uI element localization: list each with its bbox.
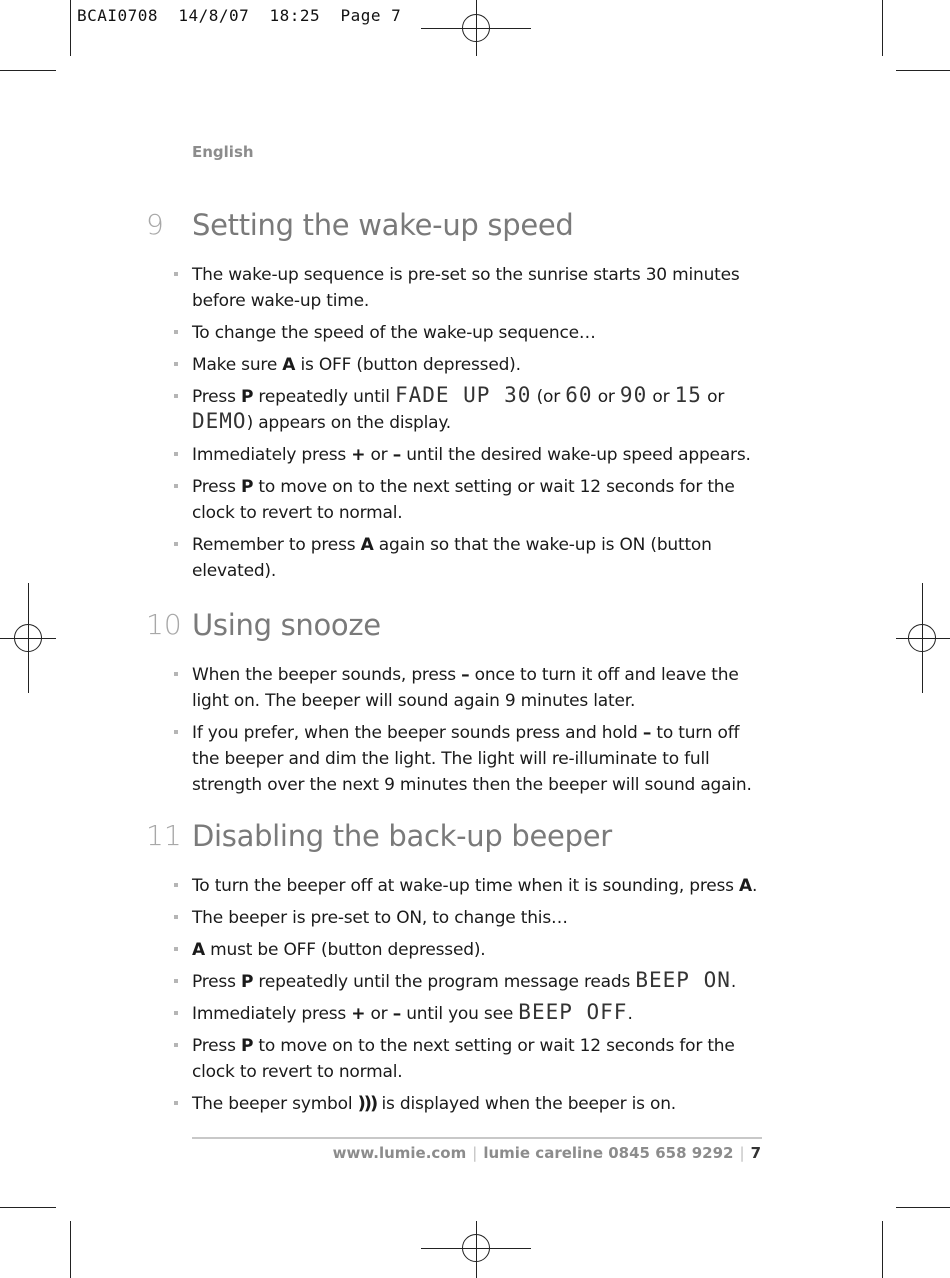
text-run: ) appears on the display. <box>246 413 451 433</box>
list-item <box>192 1091 762 1117</box>
crop-mark <box>882 0 883 56</box>
list-item <box>192 937 762 963</box>
footer-divider <box>192 1137 762 1139</box>
text-run: is OFF (button depressed). <box>295 355 521 375</box>
text-run: The wake-up sequence is pre-set so the sunrise starts 30 minutes before wake-up time. <box>192 265 740 311</box>
text-run: To change the speed of the wake-up sequence… <box>192 323 596 343</box>
key-label: – <box>392 445 401 465</box>
crop-mark <box>896 1207 950 1208</box>
list-item <box>192 720 762 798</box>
key-label: P <box>240 477 254 497</box>
text-run: or <box>647 387 675 407</box>
section-title: Disabling the back-up beeper <box>192 819 612 853</box>
text-run: to move on to the next setting or wait 12 seconds for the clock to revert to normal. <box>192 477 735 523</box>
text-run: Press <box>192 387 241 407</box>
language-label: English <box>192 143 254 161</box>
key-label: A <box>360 535 374 555</box>
section-number: 10 <box>146 608 182 641</box>
text-run: (or <box>531 387 566 407</box>
text-run: Press <box>192 477 241 497</box>
key-label: + <box>351 1004 366 1024</box>
section-title: Setting the wake-up speed <box>192 208 574 242</box>
list-item <box>192 1033 762 1085</box>
text-run: . <box>627 1004 633 1024</box>
text-run: or <box>365 445 393 465</box>
text-run: To turn the beeper off at wake-up time when it is sounding, press <box>192 876 740 896</box>
crop-mark <box>0 1207 56 1208</box>
key-label: P <box>240 1036 254 1056</box>
page-number: 7 <box>750 1144 761 1162</box>
crop-mark <box>896 70 950 71</box>
text-run: The beeper is pre-set to ON, to change this… <box>192 908 568 928</box>
key-label: A <box>282 355 296 375</box>
text-run: When the beeper sounds, press <box>192 665 462 685</box>
text-run: or <box>701 387 725 407</box>
key-label: – <box>392 1004 401 1024</box>
key-label: P <box>240 387 254 407</box>
text-run: until you see <box>401 1004 519 1024</box>
key-label: + <box>351 445 366 465</box>
text-run: or <box>365 1004 393 1024</box>
registration-circle <box>14 624 42 652</box>
text-run: to move on to the next setting or wait 12 seconds for the clock to revert to normal. <box>192 1036 735 1082</box>
key-label: – <box>642 723 652 743</box>
crop-mark <box>882 1221 883 1278</box>
list-item <box>192 352 762 378</box>
list-item <box>192 442 762 468</box>
text-run: Make sure <box>192 355 283 375</box>
list-item <box>192 969 762 995</box>
text-run: Press <box>192 1036 241 1056</box>
crop-mark <box>0 70 56 71</box>
list-item <box>192 662 762 714</box>
key-label: P <box>240 972 254 992</box>
text-run: repeatedly until the program message reads <box>253 972 636 992</box>
text-run: If you prefer, when the beeper sounds press and hold <box>192 723 643 743</box>
list-item <box>192 1001 762 1027</box>
careline-text: lumie careline 0845 658 9292 <box>483 1144 734 1162</box>
text-run: . <box>752 876 758 896</box>
text-run: or <box>592 387 620 407</box>
section-title: Using snooze <box>192 608 381 642</box>
section-number: 9 <box>146 208 164 241</box>
text-run: . <box>730 972 737 992</box>
registration-circle <box>462 14 490 42</box>
text-run: is displayed when the beeper is on. <box>376 1094 677 1114</box>
list-item <box>192 474 762 526</box>
display-readout: FADE UP 30 <box>394 383 532 407</box>
list-item <box>192 262 762 314</box>
text-run: Remember to press <box>192 535 361 555</box>
printer-slug: BCAI0708 14/8/07 18:25 Page 7 <box>77 6 402 25</box>
crop-mark <box>70 1221 71 1278</box>
instruction-list <box>192 262 762 590</box>
registration-circle <box>908 624 936 652</box>
display-readout: DEMO <box>192 409 247 433</box>
beeper-icon: ))) <box>357 1093 377 1114</box>
footer-separator: | <box>472 1144 478 1162</box>
footer-separator: | <box>739 1144 745 1162</box>
text-run: once to turn it off and leave the light on. The beeper will sound again 9 minutes later. <box>192 665 739 711</box>
display-readout: 90 <box>619 383 648 407</box>
list-item <box>192 873 762 899</box>
text-run: to turn off the beeper and dim the light. The light will re-illuminate to full strength over the next 9 minutes then the beeper will sound again. <box>192 723 752 795</box>
instruction-list <box>192 662 762 804</box>
list-item <box>192 905 762 931</box>
text-run: again so that the wake-up is ON (button elevated). <box>192 535 712 581</box>
text-run: Immediately press <box>192 1004 352 1024</box>
instruction-list <box>192 873 762 1123</box>
list-item <box>192 384 762 436</box>
display-readout: BEEP OFF <box>518 1000 628 1024</box>
text-run: The beeper symbol <box>192 1094 358 1114</box>
display-readout: 15 <box>674 383 702 407</box>
text-run: repeatedly until <box>253 387 395 407</box>
display-readout: 60 <box>565 383 593 407</box>
text-run: must be OFF (button depressed). <box>204 940 486 960</box>
section-number: 11 <box>146 819 182 852</box>
text-run: Immediately press <box>192 445 352 465</box>
website-link[interactable]: www.lumie.com <box>332 1144 467 1162</box>
list-item <box>192 320 762 346</box>
key-label: A <box>739 876 752 896</box>
key-label: A <box>192 940 205 960</box>
text-run: until the desired wake-up speed appears. <box>401 445 751 465</box>
key-label: – <box>461 665 470 685</box>
page-footer <box>333 1144 761 1162</box>
text-run: Press <box>192 972 241 992</box>
registration-circle <box>462 1234 490 1262</box>
list-item <box>192 532 762 584</box>
display-readout: BEEP ON <box>635 968 731 992</box>
crop-mark <box>70 0 71 56</box>
